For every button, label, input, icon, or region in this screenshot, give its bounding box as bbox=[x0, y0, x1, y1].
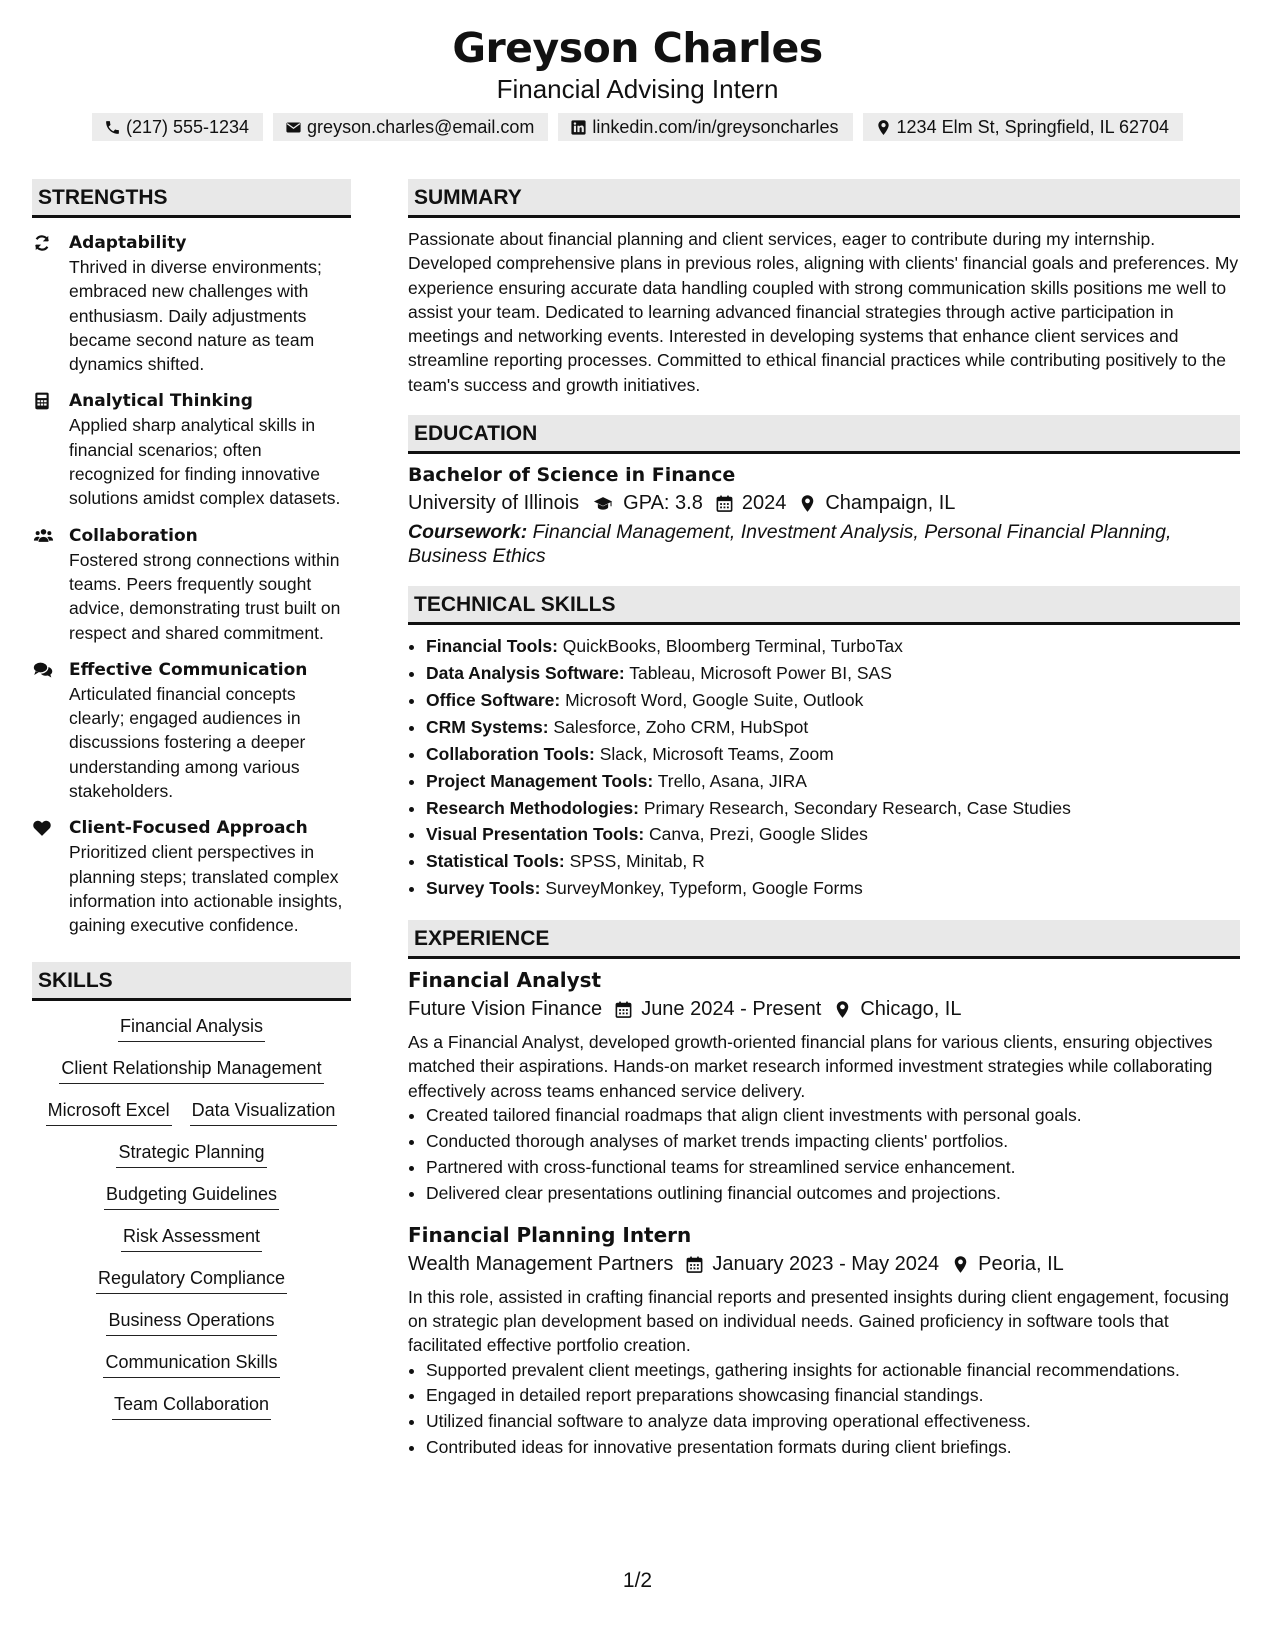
contact-phone[interactable] bbox=[92, 113, 263, 141]
skill-tag: Communication Skills bbox=[103, 1351, 279, 1378]
technical-skills-list bbox=[408, 633, 1240, 902]
skill-tag: Budgeting Guidelines bbox=[104, 1183, 279, 1210]
strength-item bbox=[32, 658, 351, 803]
heart-icon bbox=[32, 816, 69, 937]
job-meta bbox=[408, 1253, 1240, 1276]
strength-item bbox=[32, 231, 351, 376]
page-number: 1/2 bbox=[622, 1569, 653, 1592]
school-location: Champaign, IL bbox=[825, 492, 956, 515]
gpa: GPA: 3.8 bbox=[623, 492, 703, 515]
skill-values: Trello, Asana, JIRA bbox=[657, 770, 807, 791]
phone-icon bbox=[104, 119, 121, 136]
job-description: As a Financial Analyst, developed growth-oriented financial plans for various clients, ensuring objectives matched their aspirations. Hands-on market research informed investment strategies while collaborating effectively across teams enhanced service delivery. bbox=[408, 1032, 1213, 1101]
strength-title: Client-Focused Approach bbox=[69, 818, 308, 839]
right-column bbox=[408, 179, 1240, 1461]
skill-values: QuickBooks, Bloomberg Terminal, TurboTax bbox=[562, 636, 903, 657]
contact-phone-text: (217) 555-1234 bbox=[125, 117, 250, 137]
skill-category: CRM Systems: bbox=[426, 716, 549, 737]
school-name: University of Illinois bbox=[408, 492, 580, 515]
job-location: Chicago, IL bbox=[860, 998, 962, 1021]
skill-category: Data Analysis Software: bbox=[426, 662, 625, 683]
job-entry bbox=[408, 1223, 1240, 1462]
chat-bubbles-icon bbox=[32, 658, 69, 803]
skill-tag: Regulatory Compliance bbox=[96, 1267, 287, 1294]
skill-tag: Client Relationship Management bbox=[59, 1057, 323, 1084]
skill-tag: Team Collaboration bbox=[112, 1393, 271, 1420]
summary-heading: SUMMARY bbox=[408, 179, 1240, 218]
strength-title: Analytical Thinking bbox=[69, 391, 253, 412]
list-item bbox=[426, 768, 1240, 795]
skill-category: Financial Tools: bbox=[426, 636, 558, 657]
education-heading: EDUCATION bbox=[408, 415, 1240, 454]
company-name: Wealth Management Partners bbox=[408, 1252, 674, 1275]
map-pin-icon bbox=[875, 119, 892, 136]
contact-bar bbox=[0, 113, 1275, 141]
left-column bbox=[32, 179, 351, 1420]
coursework-list: Financial Management, Investment Analysis, Personal Financial Planning, Business Ethics bbox=[408, 521, 1172, 568]
experience-heading: EXPERIENCE bbox=[408, 920, 1240, 959]
job-bullets bbox=[408, 1103, 1240, 1207]
strength-desc: Fostered strong connections within teams. Peers frequently sought advice, demonstrating trust built on respect and shared commitment. bbox=[69, 549, 341, 643]
job-title: Financial Analyst bbox=[408, 968, 602, 993]
list-item bbox=[426, 875, 1240, 902]
list-item: • Utilized financial software to analyze data improving operational effectiveness. bbox=[426, 1409, 1240, 1435]
skill-tag: Microsoft Excel bbox=[46, 1099, 172, 1126]
list-item: • Partnered with cross-functional teams for streamlined service enhancement. bbox=[426, 1155, 1240, 1181]
skill-tag: Data Visualization bbox=[190, 1099, 338, 1126]
skill-values: Canva, Prezi, Google Slides bbox=[649, 824, 868, 845]
skill-values: SurveyMonkey, Typeform, Google Forms bbox=[545, 878, 863, 899]
skill-category: Research Methodologies: bbox=[426, 797, 639, 818]
skill-values: Microsoft Word, Google Suite, Outlook bbox=[565, 689, 864, 710]
list-item bbox=[426, 660, 1240, 687]
job-entry bbox=[408, 968, 1240, 1207]
strength-title: Collaboration bbox=[69, 525, 198, 546]
coursework bbox=[408, 520, 1240, 568]
job-dates: January 2023 - May 2024 bbox=[712, 1252, 940, 1275]
graduation-cap-icon bbox=[591, 494, 615, 513]
graduation-year: 2024 bbox=[741, 492, 787, 515]
skill-tag: Strategic Planning bbox=[116, 1141, 266, 1168]
job-meta bbox=[408, 998, 1240, 1021]
calendar-icon bbox=[614, 1000, 633, 1019]
strength-desc: Articulated financial concepts clearly; engaged audiences in discussions fostering a deeper understanding among various stakeholders. bbox=[69, 683, 306, 802]
skill-values: Primary Research, Secondary Research, Case Studies bbox=[643, 797, 1071, 818]
calendar-icon bbox=[685, 1255, 704, 1274]
strengths-heading: STRENGTHS bbox=[32, 179, 351, 218]
skills-heading: SKILLS bbox=[32, 962, 351, 1001]
list-item: • Created tailored financial roadmaps that align client investments with personal goals. bbox=[426, 1103, 1240, 1129]
job-location: Peoria, IL bbox=[978, 1252, 1064, 1275]
list-item bbox=[426, 848, 1240, 875]
contact-address bbox=[863, 113, 1184, 141]
strength-item bbox=[32, 524, 351, 645]
skill-category: Project Management Tools: bbox=[426, 770, 654, 791]
strength-item bbox=[32, 816, 351, 937]
contact-linkedin-text: linkedin.com/in/greysoncharles bbox=[592, 117, 839, 137]
envelope-icon bbox=[285, 119, 302, 136]
strength-desc: Applied sharp analytical skills in financial scenarios; often recognized for finding innovative solutions amidst complex datasets. bbox=[69, 415, 341, 509]
list-item bbox=[426, 633, 1240, 660]
list-item bbox=[426, 821, 1240, 848]
contact-linkedin[interactable] bbox=[558, 113, 852, 141]
calendar-icon bbox=[715, 494, 734, 513]
candidate-name: Greyson Charles bbox=[452, 24, 823, 72]
map-pin-icon bbox=[951, 1255, 970, 1274]
technical-skills-heading: TECHNICAL SKILLS bbox=[408, 586, 1240, 625]
list-item: • Conducted thorough analyses of market trends impacting clients' portfolios. bbox=[426, 1129, 1240, 1155]
list-item: • Engaged in detailed report preparations showcasing financial standings. bbox=[426, 1383, 1240, 1409]
skill-tag: Financial Analysis bbox=[118, 1015, 265, 1042]
job-description: In this role, assisted in crafting financial reports and presented insights during client engagement, focusing on strategic plan development based on individual needs. Gained proficiency in software tools that facilitated effective portfolio creation. bbox=[408, 1286, 1230, 1356]
job-title: Financial Planning Intern bbox=[408, 1222, 692, 1247]
education-meta bbox=[408, 492, 1240, 515]
degree-title: Bachelor of Science in Finance bbox=[408, 464, 736, 487]
skill-category: Visual Presentation Tools: bbox=[426, 824, 645, 845]
strength-desc: Thrived in diverse environments; embraced new challenges with enthusiasm. Daily adjustments became second nature as team dynamics shifted. bbox=[69, 257, 322, 375]
list-item: • Delivered clear presentations outlining financial outcomes and projections. bbox=[426, 1181, 1240, 1207]
skill-category: Statistical Tools: bbox=[426, 851, 565, 872]
candidate-title: Financial Advising Intern bbox=[496, 74, 779, 104]
list-item bbox=[426, 741, 1240, 768]
calculator-icon bbox=[32, 389, 69, 510]
list-item bbox=[426, 795, 1240, 822]
contact-email[interactable] bbox=[273, 113, 548, 141]
linkedin-icon bbox=[570, 119, 587, 136]
users-icon bbox=[32, 524, 69, 645]
list-item: • Contributed ideas for innovative presentation formats during client briefings. bbox=[426, 1435, 1240, 1461]
list-item bbox=[426, 714, 1240, 741]
strength-item bbox=[32, 389, 351, 510]
sync-arrows-icon bbox=[32, 231, 69, 376]
skill-tag: Business Operations bbox=[106, 1309, 276, 1336]
skill-values: SPSS, Minitab, R bbox=[569, 851, 705, 872]
skill-values: Slack, Microsoft Teams, Zoom bbox=[599, 743, 834, 764]
job-dates: June 2024 - Present bbox=[641, 998, 822, 1021]
strength-title: Effective Communication bbox=[69, 659, 308, 680]
skill-values: Tableau, Microsoft Power BI, SAS bbox=[629, 662, 892, 683]
skills-list bbox=[32, 1015, 351, 1420]
summary-text: Passionate about financial planning and client services, eager to contribute during my internship. Developed comprehensive plans in previous roles, aligning with clients' financial goals and preferences. My experience ensuring accurate data handling coupled with strong communication skills positions me well to assist your team. Dedicated to learning advanced financial strategies through active participation in meetings and networking events. Interested in developing systems that enhance client services and streamline reporting processes. Committed to ethical financial practices while contributing positively to the team's success and growth initiatives. bbox=[408, 229, 1239, 395]
map-pin-icon bbox=[798, 494, 817, 513]
list-item bbox=[426, 687, 1240, 714]
skill-category: Collaboration Tools: bbox=[426, 743, 595, 764]
strength-title: Adaptability bbox=[69, 233, 187, 253]
skill-category: Survey Tools: bbox=[426, 878, 541, 899]
skill-values: Salesforce, Zoho CRM, HubSpot bbox=[553, 716, 809, 737]
map-pin-icon bbox=[833, 1000, 852, 1019]
skill-tag: Risk Assessment bbox=[121, 1225, 262, 1252]
contact-address-text: 1234 Elm St, Springfield, IL 62704 bbox=[896, 117, 1170, 137]
company-name: Future Vision Finance bbox=[408, 998, 603, 1021]
list-item: • Supported prevalent client meetings, gathering insights for actionable financial recommendations. bbox=[426, 1358, 1240, 1384]
coursework-label: Coursework: bbox=[408, 521, 528, 544]
skill-category: Office Software: bbox=[426, 689, 561, 710]
contact-email-text: greyson.charles@email.com bbox=[307, 117, 535, 137]
job-bullets bbox=[408, 1358, 1240, 1462]
strength-desc: Prioritized client perspectives in planning steps; translated complex information into actionable insights, gaining executive confidence. bbox=[69, 842, 343, 936]
